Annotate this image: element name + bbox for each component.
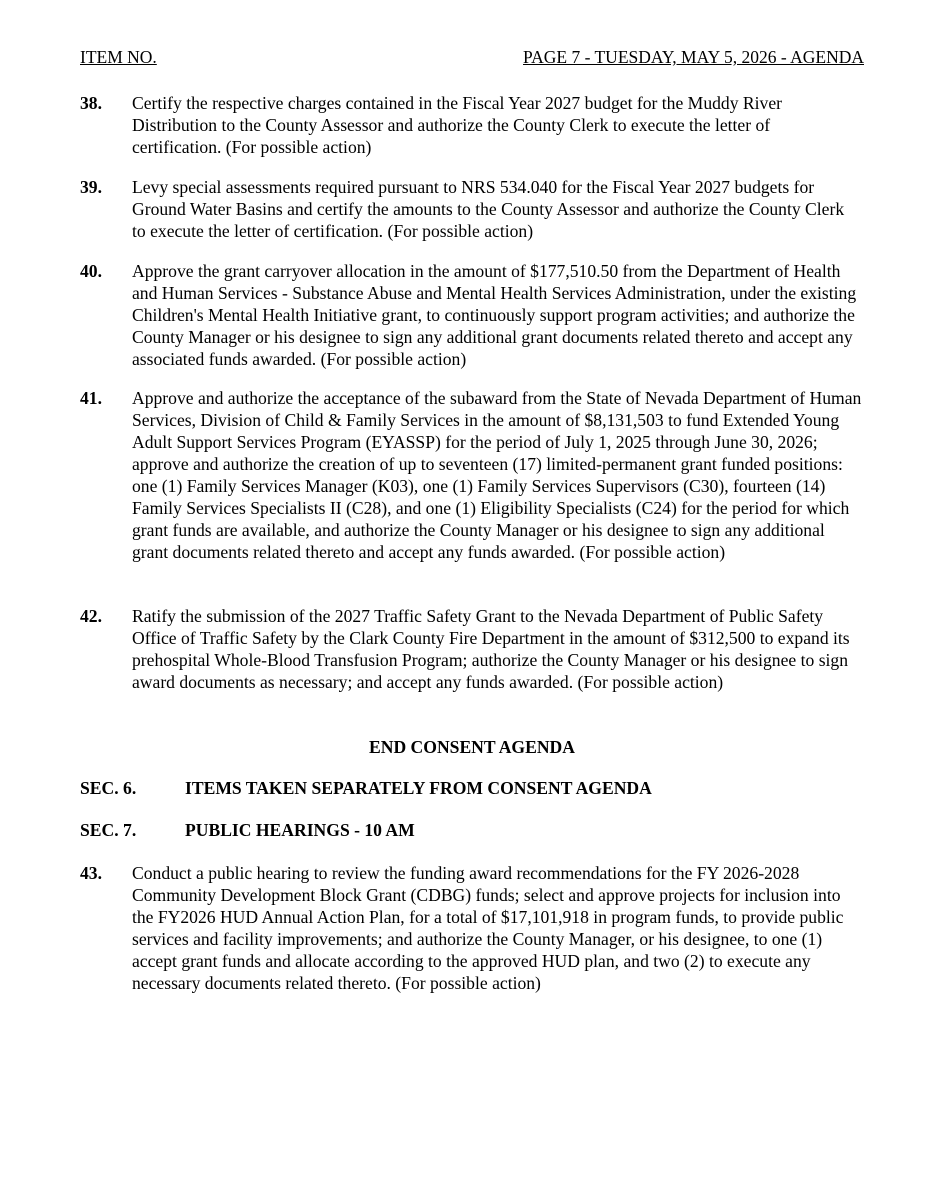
item-number: 42. — [80, 606, 102, 626]
item-number: 38. — [80, 93, 102, 113]
page-info: PAGE 7 - TUESDAY, MAY 5, 2026 - AGENDA — [523, 47, 864, 67]
section-title: PUBLIC HEARINGS - 10 AM — [185, 820, 415, 840]
item-text: Approve the grant carryover allocation in the amount of $177,510.50 from the Department of Health and Human Services - Substance Abuse and Mental Health Services Administration, under the existing Children's Mental Health Initiative grant, to continuously support program activities; and authorize the County Manager or his designee to sign any additional grant documents related thereto and accept any associated funds awarded. (For possible action) — [132, 261, 857, 369]
section-title: ITEMS TAKEN SEPARATELY FROM CONSENT AGENDA — [185, 778, 652, 798]
item-number: 43. — [80, 863, 102, 883]
item-no-label: ITEM NO. — [80, 47, 157, 67]
agenda-item-42 — [80, 605, 862, 693]
agenda-item-38 — [80, 92, 862, 158]
agenda-item-41 — [80, 387, 862, 563]
agenda-item-43 — [80, 862, 862, 994]
agenda-item-40 — [80, 260, 862, 370]
item-number: 40. — [80, 261, 102, 281]
item-text: Ratify the submission of the 2027 Traffic Safety Grant to the Nevada Department of Public Safety Office of Traffic Safety by the Clark County Fire Department in the amount of $312,500 to expand its prehospital Whole-Blood Transfusion Program; authorize the County Manager or his designee to sign award documents as necessary; and accept any funds awarded. (For possible action) — [132, 606, 850, 692]
item-text: Certify the respective charges contained in the Fiscal Year 2027 budget for the Muddy River Distribution to the County Assessor and authorize the County Clerk to execute the letter of certification. (For possible action) — [132, 93, 782, 157]
end-consent-heading: END CONSENT AGENDA — [369, 737, 575, 757]
item-text: Approve and authorize the acceptance of the subaward from the State of Nevada Department of Human Services, Division of Child & Family Services in the amount of $8,131,503 to fund Extended Young Adult Support Services Program (EYASSP) for the period of July 1, 2025 through June 30, 2026; approve and authorize the creation of up to seventeen (17) limited-permanent grant funded positions: one (1) Family Services Manager (K03), one (1) Family Services Supervisors (C30), fourteen (14) Family Services Specialists II (C28), and one (1) Eligibility Specialists (C24) for the period for which grant funds are available, and authorize the County Manager or his designee to sign any additional grant documents related thereto and accept any funds awarded. (For possible action) — [132, 388, 862, 562]
item-text: Conduct a public hearing to review the funding award recommendations for the FY 2026-2028 Community Development Block Grant (CDBG) funds; select and approve projects for inclusion into the FY2026 HUD Annual Action Plan, for a total of $17,101,918 in program funds, to provide public services and facility improvements; and authorize the County Manager, or his designee, to one (1) accept grant funds and allocate according to the approved HUD plan, and two (2) to execute any necessary documents related thereto. (For possible action) — [132, 863, 844, 993]
agenda-item-39 — [80, 176, 862, 242]
item-number: 41. — [80, 388, 102, 408]
item-number: 39. — [80, 177, 102, 197]
section-label: SEC. 7. — [80, 820, 137, 840]
section-label: SEC. 6. — [80, 778, 137, 798]
page-header — [80, 44, 864, 70]
item-text: Levy special assessments required pursuant to NRS 534.040 for the Fiscal Year 2027 budgets for Ground Water Basins and certify the amounts to the County Assessor and authorize the County Clerk to execute the letter of certification. (For possible action) — [132, 177, 845, 241]
